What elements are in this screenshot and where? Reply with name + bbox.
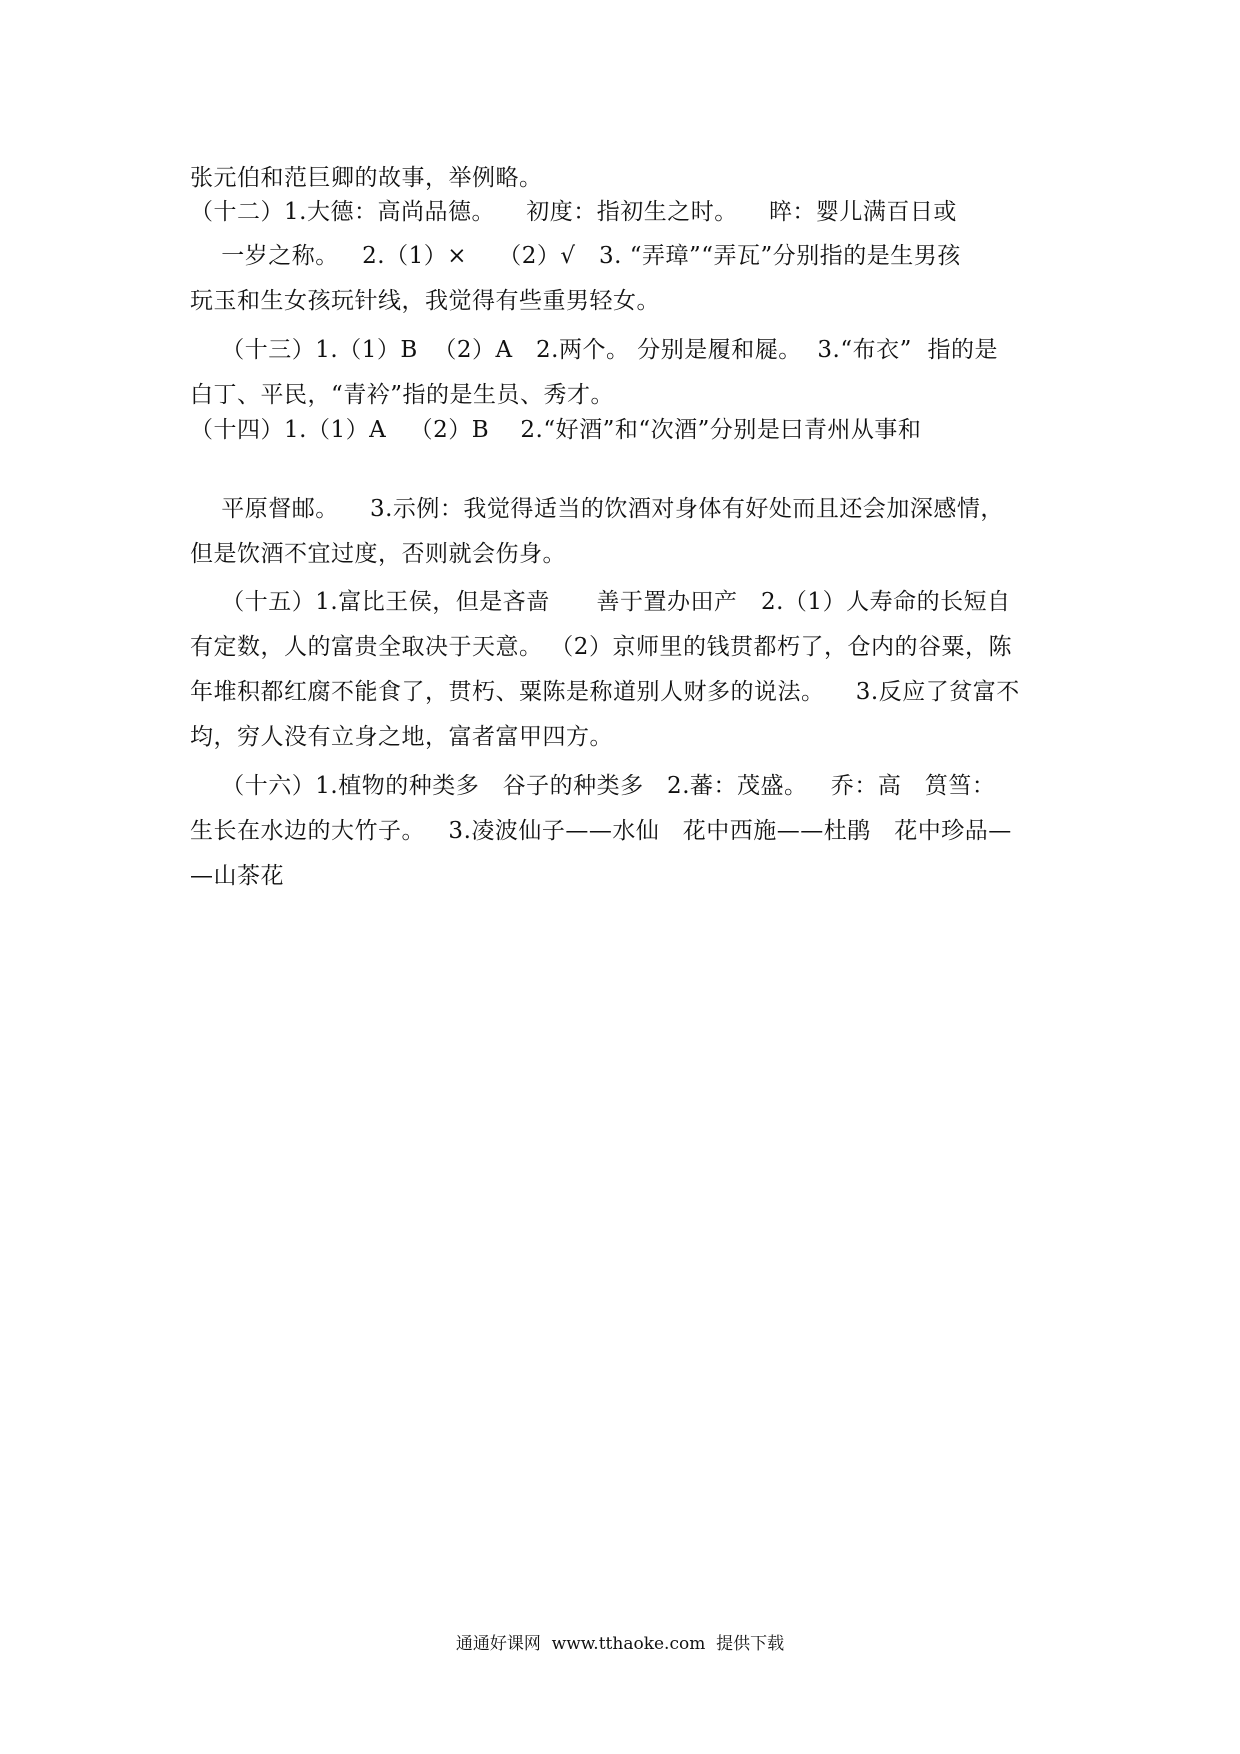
text-line: 平原督邮。 3.示例：我觉得适当的饮酒对身体有好处而且还会加深感情， [190,496,1004,522]
text-line: 年堆积都红腐不能食了，贯朽、粟陈是称道别人财多的说法。 3.反应了贫富不 [190,679,1020,705]
text-line: 有定数，人的富贵全取决于天意。 （2）京师里的钱贯都朽了，仓内的谷粟，陈 [190,634,1012,660]
text-line: （十四）1.（1）A （2）B 2.“好酒”和“次酒”分别是曰青州从事和 [190,417,922,443]
text-line: （十五）1.富比王侯，但是吝啬 善于置办田产 2.（1）人寿命的长短自 [190,589,1011,615]
text-line: 生长在水边的大竹子。 3.凌波仙子——水仙 花中西施——杜鹃 花中珍品— [190,818,1012,844]
text-line: （十三）1.（1）B （2）A 2.两个。 分别是履和屣。 3.“布衣” 指的是 [190,337,998,363]
text-line: 玩玉和生女孩玩针线，我觉得有些重男轻女。 [190,288,660,314]
text-line: —山茶花 [190,863,284,889]
text-line: （十六）1.植物的种类多 谷子的种类多 2.蕃：茂盛。 乔：高 筼筜： [190,773,996,799]
page-footer: 通通好课网 www.tthaoke.com 提供下载 [455,1634,785,1654]
text-line: 一岁之称。 2.（1）× （2）√ 3. “弄璋”“弄瓦”分别指的是生男孩 [190,243,961,269]
text-line: 张元伯和范巨卿的故事，举例略。 [190,165,543,191]
text-line: 但是饮酒不宜过度，否则就会伤身。 [190,541,566,567]
text-line: 白丁、平民，“青衿”指的是生员、秀才。 [190,382,615,408]
text-line: （十二）1.大德：高尚品德。 初度：指初生之时。 晬：婴儿满百日或 [190,199,957,225]
text-line: 均，穷人没有立身之地，富者富甲四方。 [190,724,613,750]
